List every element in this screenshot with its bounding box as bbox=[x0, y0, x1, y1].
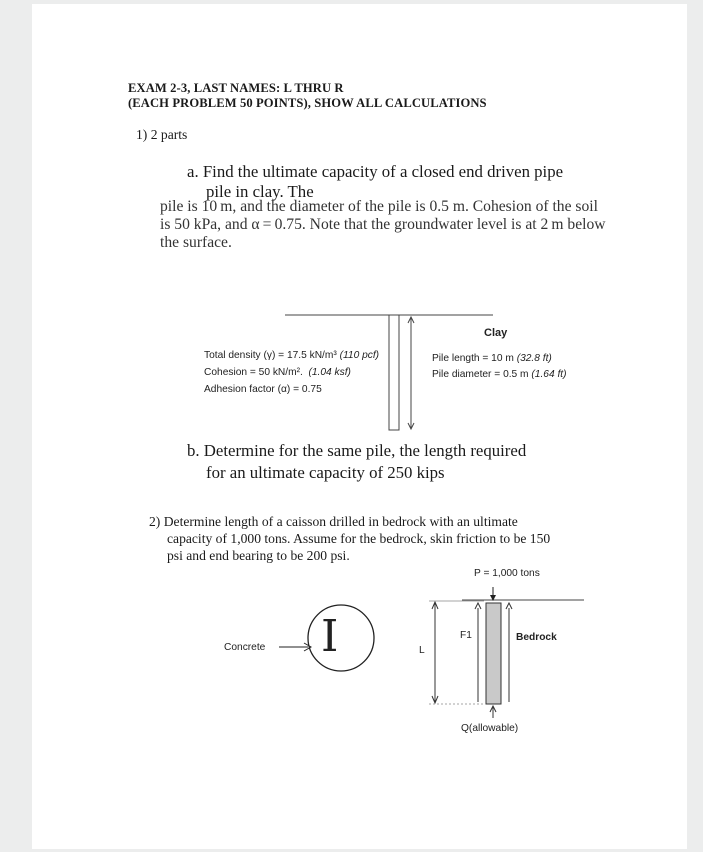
density-row bbox=[204, 350, 379, 361]
allowable-capacity-label: Q(allowable) bbox=[461, 723, 519, 734]
problem-2-line-1: 2) Determine length of a caisson drilled in bedrock with an ultimate bbox=[149, 514, 518, 529]
cohesion-imperial: (1.04 ksf) bbox=[308, 367, 351, 378]
problem-2-line-3: psi and end bearing to be 200 psi. bbox=[167, 548, 350, 563]
density-imperial: (110 pcf) bbox=[339, 350, 380, 361]
length-arrow-top bbox=[432, 602, 438, 609]
part-b-line-1: b. Determine for the same pile, the length required bbox=[187, 441, 527, 460]
problem-1-label: 1) 2 parts bbox=[136, 127, 188, 142]
friction-arrowhead-left bbox=[475, 603, 481, 609]
i-beam-section-icon: I bbox=[321, 611, 339, 662]
adhesion-factor: Adhesion factor (α) = 0.75 bbox=[204, 384, 322, 395]
part-b-line-2: for an ultimate capacity of 250 kips bbox=[206, 463, 445, 482]
length-arrow-bottom bbox=[432, 696, 438, 703]
problem-2-line-2: capacity of 1,000 tons. Assume for the bedrock, skin friction to be 150 bbox=[167, 531, 551, 546]
exam-title: EXAM 2-3, LAST NAMES: L THRU R bbox=[128, 81, 344, 95]
length-label: L bbox=[419, 645, 425, 656]
cohesion-row bbox=[204, 367, 351, 378]
load-arrow-head bbox=[490, 595, 496, 601]
pile-length-imperial: (32.8 ft) bbox=[516, 353, 552, 364]
dimension-arrow-bottom bbox=[408, 423, 414, 429]
caisson-figure bbox=[32, 4, 687, 849]
part-a-line-1: a. Find the ultimate capacity of a closed end driven pipe bbox=[187, 162, 564, 181]
clay-label: Clay bbox=[484, 327, 508, 339]
base-reaction-arrowhead bbox=[490, 706, 496, 712]
dimension-arrow-top bbox=[408, 317, 414, 323]
part-a-line-2: pile in clay. The bbox=[206, 182, 314, 201]
concrete-leader-arrow bbox=[304, 643, 311, 651]
part-a-continued-2: is 50 kPa, and α = 0.75. Note that the groundwater level is at 2 m below bbox=[160, 216, 606, 233]
pile-diameter-imperial: (1.64 ft) bbox=[531, 369, 567, 380]
concrete-label: Concrete bbox=[224, 642, 266, 653]
density-text: Total density (γ) = 17.5 kN/m³ bbox=[204, 350, 337, 361]
pile-shaft bbox=[389, 315, 399, 430]
load-label: P = 1,000 tons bbox=[474, 568, 540, 579]
friction-arrowhead-right bbox=[506, 603, 512, 609]
part-a-continued-3: the surface. bbox=[160, 234, 232, 251]
pile-diameter-row bbox=[432, 369, 567, 380]
pile-length-row bbox=[432, 353, 552, 364]
exam-page bbox=[32, 4, 687, 849]
caisson-shaft bbox=[486, 603, 501, 704]
caisson-diagram bbox=[32, 4, 687, 849]
pile-diameter-text: Pile diameter = 0.5 m bbox=[432, 369, 529, 380]
cohesion-text: Cohesion = 50 kN/m². bbox=[204, 367, 303, 378]
pile-length-text: Pile length = 10 m bbox=[432, 353, 514, 364]
friction-label: F1 bbox=[460, 630, 472, 641]
exam-instructions: (EACH PROBLEM 50 POINTS), SHOW ALL CALCULATIONS bbox=[128, 96, 487, 110]
bedrock-label: Bedrock bbox=[516, 632, 557, 643]
part-a-continued-1: pile is 10 m, and the diameter of the pile is 0.5 m. Cohesion of the soil bbox=[160, 198, 598, 215]
caisson-cross-section bbox=[308, 605, 374, 671]
